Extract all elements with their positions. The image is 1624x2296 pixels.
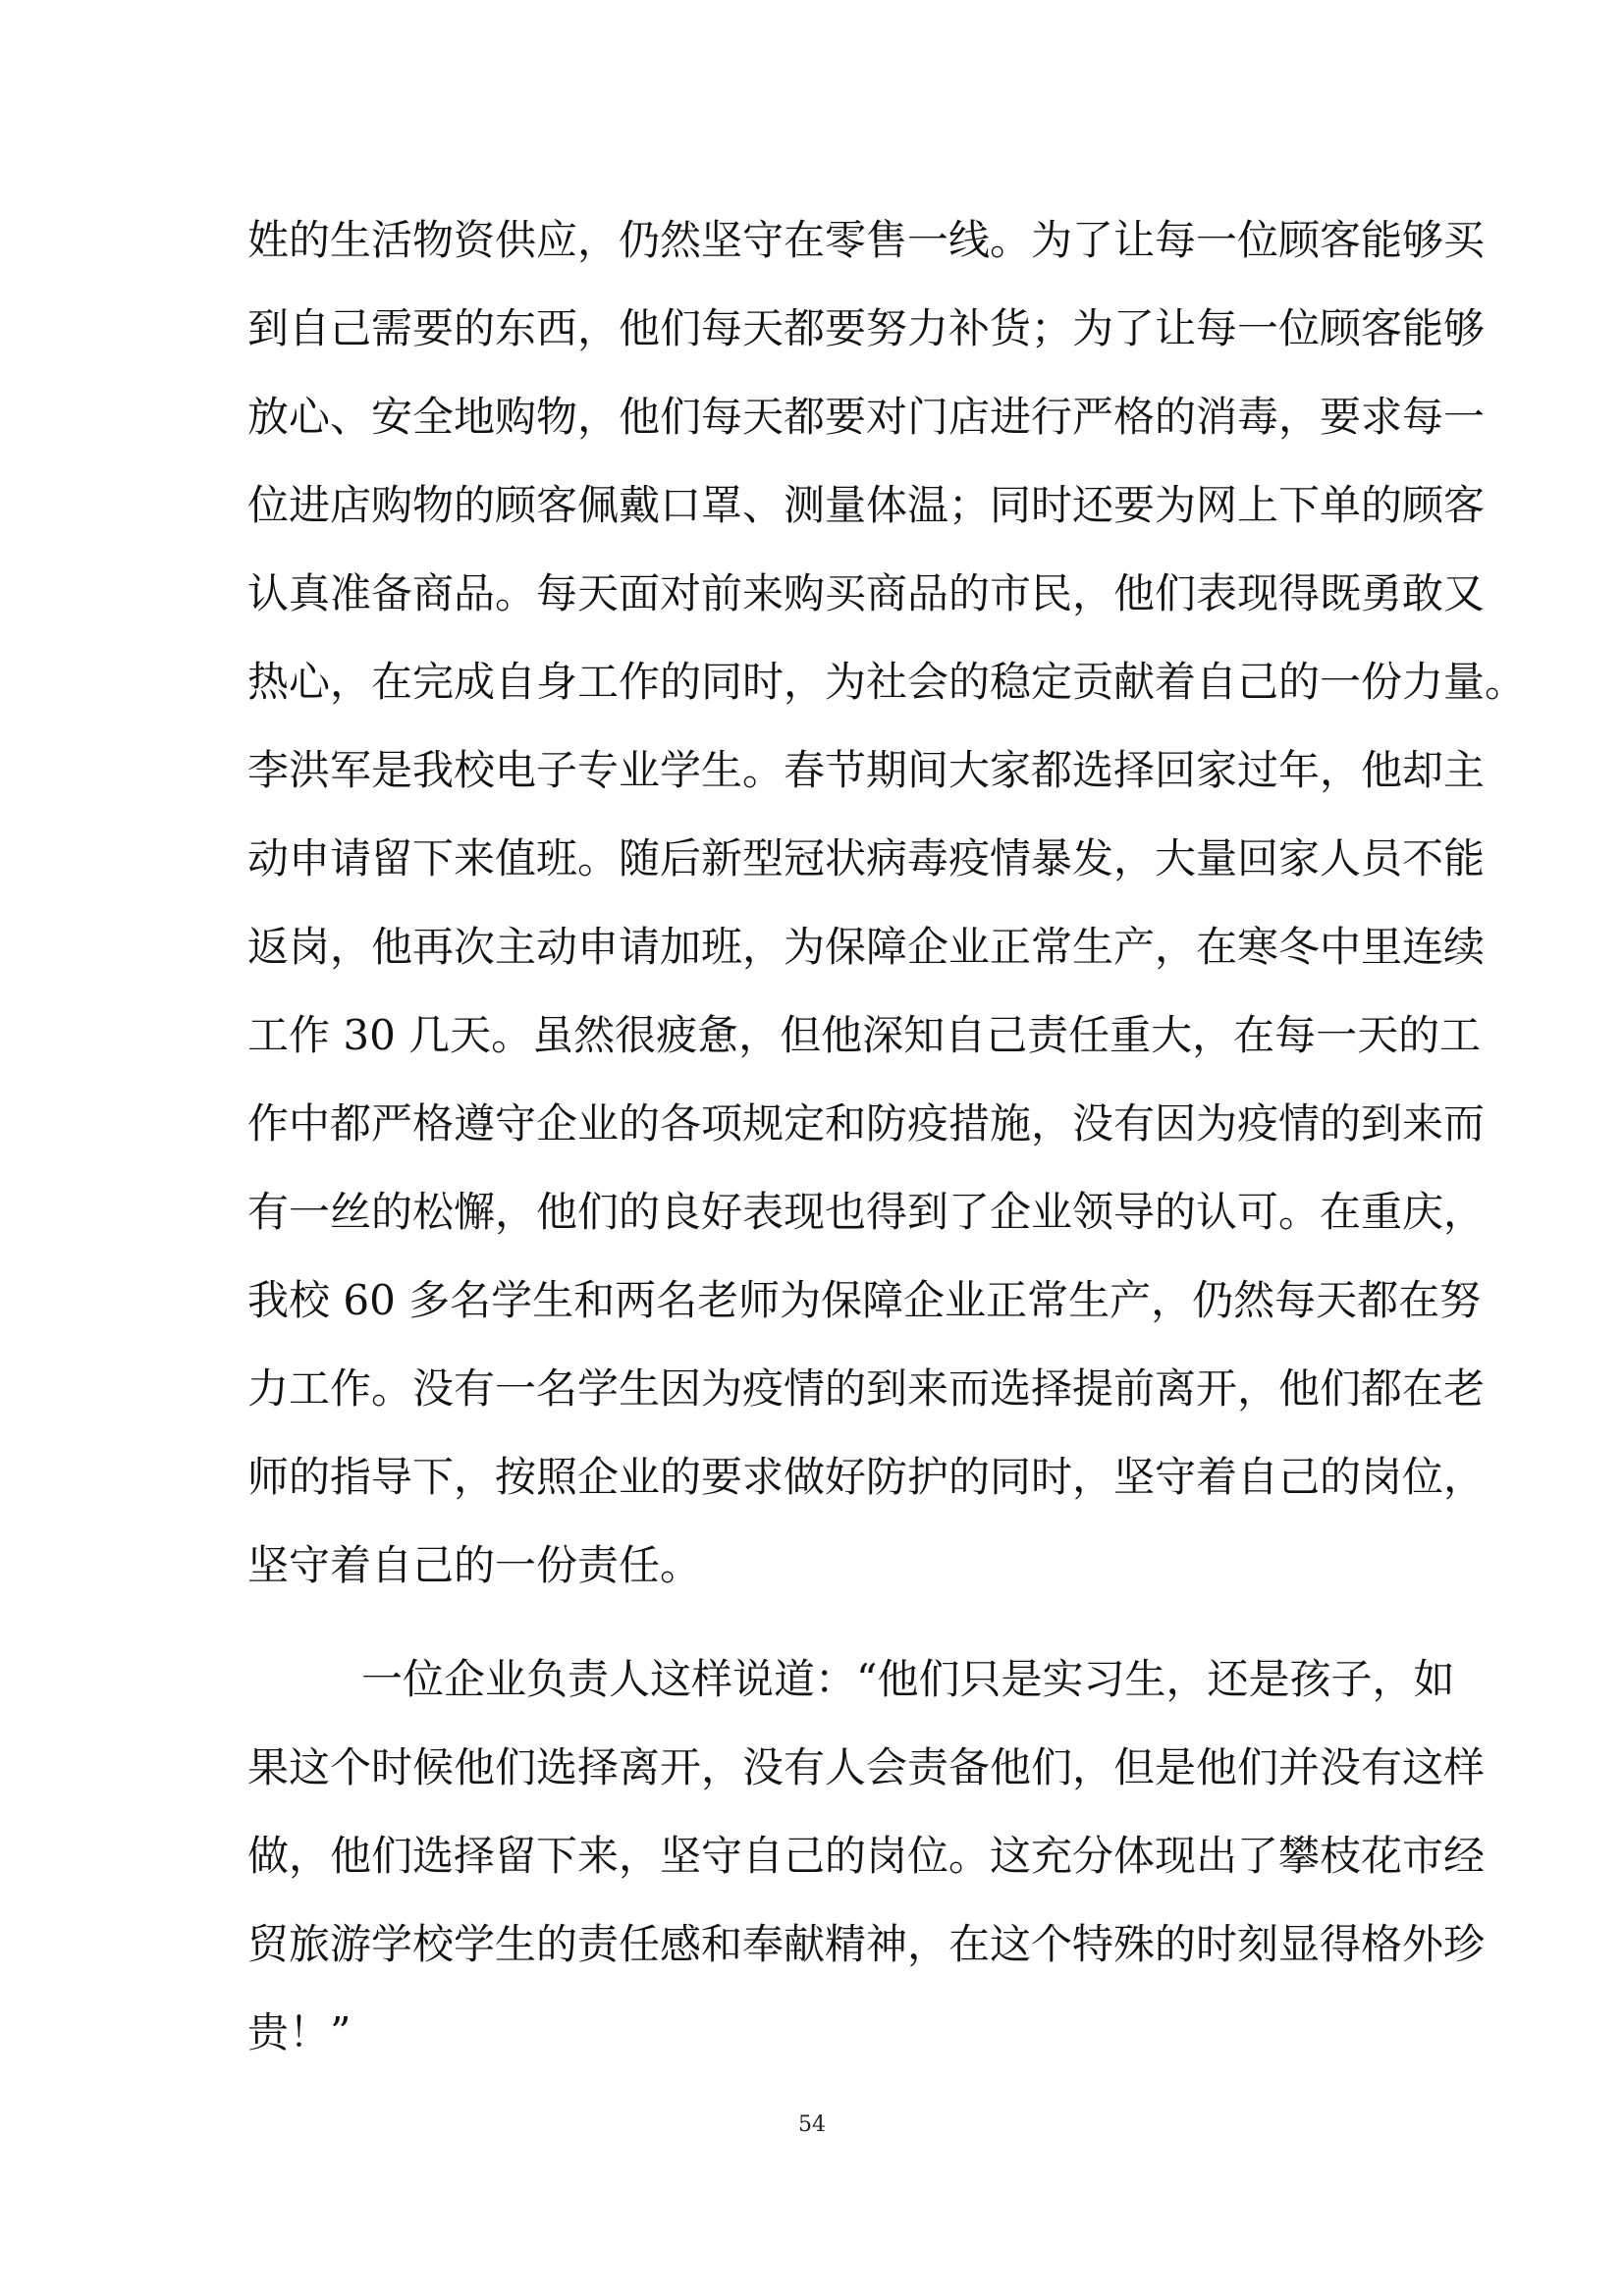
text-line: 力工作。没有一名学生因为疫情的到来而选择提前离开，他们都在老 [247, 1364, 1486, 1413]
paragraph-1 [247, 196, 1527, 1610]
text-line: 有一丝的松懈，他们的良好表现也得到了企业领导的认可。在重庆， [247, 1188, 1486, 1236]
text-line: 到自己需要的东西，他们每天都要努力补货；为了让每一位顾客能够 [247, 304, 1486, 352]
text-line: 姓的生活物资供应，仍然坚守在零售一线。为了让每一位顾客能够买 [247, 216, 1486, 264]
text-line: 贵！” [247, 2008, 352, 2056]
text-line: 工作 30 几天。虽然很疲惫，但他深知自己责任重大，在每一天的工 [247, 1011, 1482, 1059]
text-line: 认真准备商品。每天面对前来购买商品的市民，他们表现得既勇敢又 [247, 569, 1486, 617]
text-line: 李洪军是我校电子专业学生。春节期间大家都选择回家过年，他却主 [247, 746, 1486, 794]
body-text [247, 196, 1527, 2077]
text-line: 一位企业负责人这样说道：“他们只是实习生，还是孩子，如 [361, 1655, 1455, 1703]
text-line: 师的指导下，按照企业的要求做好防护的同时，坚守着自己的岗位， [247, 1453, 1486, 1501]
paragraph-2 [247, 1635, 1486, 2077]
paragraph-spacer [247, 1610, 1386, 1635]
text-line: 返岗，他再次主动申请加班，为保障企业正常生产，在寒冬中里连续 [247, 923, 1486, 971]
text-line: 位进店购物的顾客佩戴口罩、测量体温；同时还要为网上下单的顾客 [247, 481, 1486, 529]
text-line: 我校 60 多名学生和两名老师为保障企业正常生产，仍然每天都在努 [247, 1276, 1482, 1324]
text-line: 贸旅游学校学生的责任感和奉献精神，在这个特殊的时刻显得格外珍 [247, 1920, 1486, 1968]
text-line: 作中都严格遵守企业的各项规定和防疫措施，没有因为疫情的到来而 [247, 1099, 1486, 1148]
text-line: 放心、安全地购物，他们每天都要对门店进行严格的消毒，要求每一 [247, 393, 1486, 441]
page-number: 54 [798, 2112, 826, 2137]
text-line: 果这个时候他们选择离开，没有人会责备他们，但是他们并没有这样 [247, 1743, 1486, 1791]
text-line: 坚守着自己的一份责任。 [247, 1541, 702, 1589]
text-line: 做，他们选择留下来，坚守自己的岗位。这充分体现出了攀枝花市经 [247, 1832, 1486, 1880]
text-line: 热心，在完成自身工作的同时，为社会的稳定贡献着自己的一份力量。 [247, 658, 1527, 706]
text-line: 动申请留下来值班。随后新型冠状病毒疫情暴发，大量回家人员不能 [247, 834, 1486, 882]
